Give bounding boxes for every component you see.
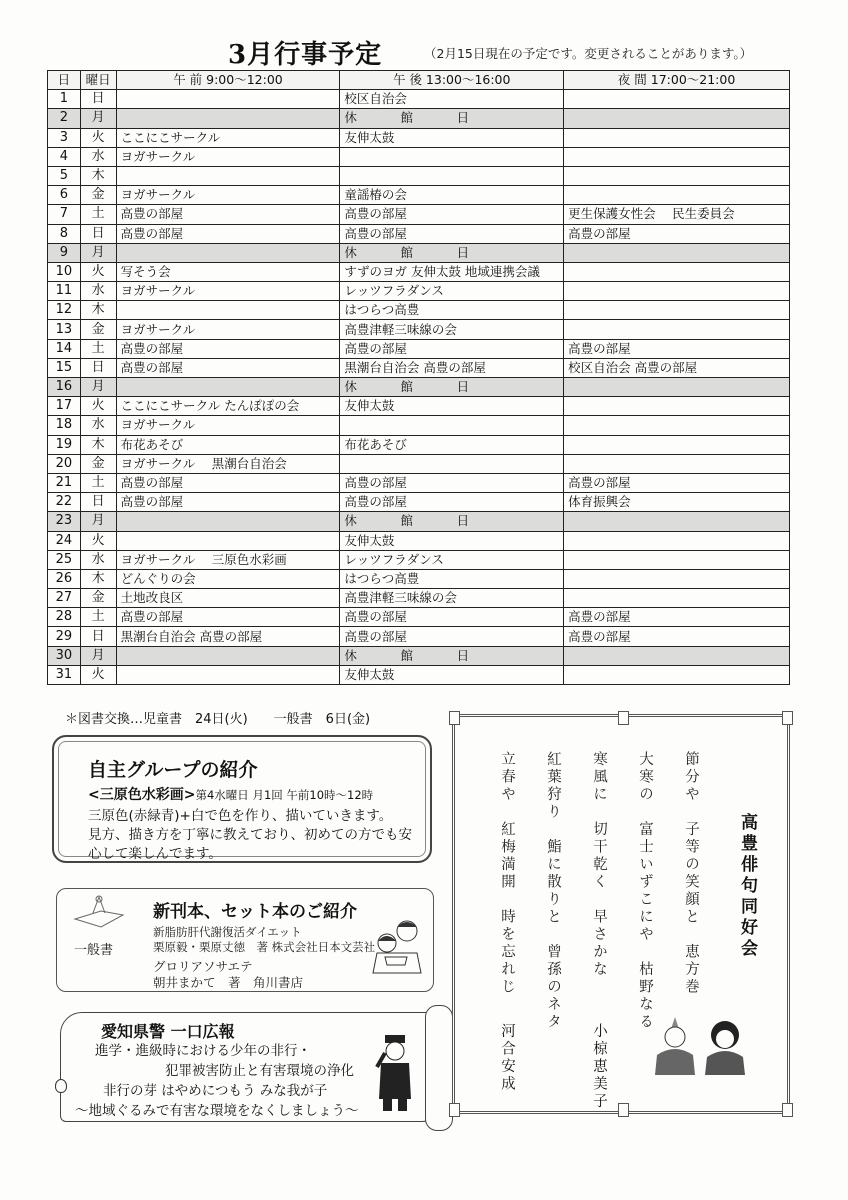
weekday-cell: 木 [80, 569, 116, 588]
afternoon-cell: 高豊の部屋 [340, 627, 564, 646]
haiku-author: 小椋恵美子 [591, 1023, 607, 1111]
morning-cell: ヨガサークル [116, 282, 340, 301]
schedule-row [48, 205, 790, 224]
schedule-table [47, 70, 790, 685]
morning-cell: 高豊の部屋 [116, 224, 340, 243]
evening-cell: 更生保護女性会 民生委員会 [564, 205, 790, 224]
group-intro-line: 心して楽しんでます。 [88, 846, 222, 862]
evening-cell: 高豊の部屋 [564, 608, 790, 627]
morning-cell [116, 378, 340, 397]
evening-cell [564, 416, 790, 435]
children-reading-icon [367, 917, 427, 977]
closed-day-char: 休 [344, 513, 357, 529]
evening-cell: 高豊の部屋 [564, 339, 790, 358]
day-cell: 22 [48, 493, 81, 512]
closed-day-char: 館 [400, 647, 413, 663]
frame-corner [449, 711, 460, 725]
schedule-row-closed [48, 243, 790, 262]
afternoon-cell [340, 166, 564, 185]
haiku-author: 河合安成 [499, 1023, 515, 1093]
evening-cell: 体育振興会 [564, 493, 790, 512]
closed-day-char: 休 [344, 379, 357, 395]
schedule-row [48, 90, 790, 109]
day-cell: 5 [48, 166, 81, 185]
closed-day-label [344, 378, 559, 396]
schedule-row [48, 454, 790, 473]
morning-cell [116, 531, 340, 550]
day-cell: 28 [48, 608, 81, 627]
weekday-cell: 月 [80, 646, 116, 665]
day-cell: 8 [48, 224, 81, 243]
evening-cell [564, 646, 790, 665]
weekday-cell: 月 [80, 512, 116, 531]
morning-cell: 高豊の部屋 [116, 493, 340, 512]
closed-day-char: 休 [344, 244, 357, 260]
group-schedule: 第4水曜日 月1回 午前10時～12時 [195, 788, 374, 802]
day-cell: 18 [48, 416, 81, 435]
schedule-row [48, 473, 790, 492]
group-intro-line: 見方、描き方を丁寧に教えており、初めての方でも安 [88, 827, 412, 843]
acorn-icon [55, 1079, 67, 1093]
schedule-row-closed [48, 512, 790, 531]
day-cell: 27 [48, 589, 81, 608]
morning-cell: 高豊の部屋 [116, 358, 340, 377]
afternoon-cell [340, 109, 564, 128]
weekday-cell: 木 [80, 166, 116, 185]
day-cell: 21 [48, 473, 81, 492]
day-cell: 24 [48, 531, 81, 550]
evening-cell [564, 147, 790, 166]
weekday-cell: 水 [80, 550, 116, 569]
weekday-cell: 火 [80, 665, 116, 684]
morning-cell: ヨガサークル [116, 147, 340, 166]
frame-corner [782, 711, 793, 725]
weekday-cell: 金 [80, 589, 116, 608]
afternoon-cell: 高豊の部屋 [340, 339, 564, 358]
day-cell: 20 [48, 454, 81, 473]
morning-cell: 土地改良区 [116, 589, 340, 608]
schedule-row [48, 665, 790, 684]
schedule-row [48, 224, 790, 243]
evening-cell [564, 320, 790, 339]
afternoon-cell: 校区自治会 [340, 90, 564, 109]
police-line: ～地域ぐるみで有害な環境をなくしましょう～ [75, 1103, 359, 1119]
morning-cell [116, 512, 340, 531]
evening-cell [564, 589, 790, 608]
afternoon-cell [340, 416, 564, 435]
closed-day-char: 日 [456, 647, 470, 663]
morning-cell [116, 243, 340, 262]
weekday-cell: 火 [80, 262, 116, 281]
afternoon-cell: 高豊津軽三味線の会 [340, 320, 564, 339]
schedule-row [48, 128, 790, 147]
schedule-row [48, 589, 790, 608]
schedule-row [48, 627, 790, 646]
day-cell: 9 [48, 243, 81, 262]
day-cell: 4 [48, 147, 81, 166]
afternoon-cell: 友伸太鼓 [340, 128, 564, 147]
closed-day-label [344, 244, 559, 262]
page-subtitle: （2月15日現在の予定です。変更されることがあります。） [424, 46, 753, 61]
header-weekday: 曜日 [80, 71, 116, 90]
morning-cell: ヨガサークル 三原色水彩画 [116, 550, 340, 569]
weekday-cell: 火 [80, 531, 116, 550]
weekday-cell: 土 [80, 608, 116, 627]
morning-cell: ヨガサークル 黒潮台自治会 [116, 454, 340, 473]
hina-dolls-icon [651, 1015, 755, 1081]
closed-day-char: 館 [400, 513, 413, 529]
evening-cell [564, 186, 790, 205]
frame-corner [618, 711, 629, 725]
new-books-title: 新刊本、セット本のご紹介 [153, 902, 357, 922]
schedule-row [48, 531, 790, 550]
schedule-row [48, 320, 790, 339]
schedule-row [48, 282, 790, 301]
schedule-row [48, 301, 790, 320]
schedule-row [48, 550, 790, 569]
afternoon-cell: 高豊の部屋 [340, 205, 564, 224]
afternoon-cell: 童謡椿の会 [340, 186, 564, 205]
police-notice-box [60, 1012, 440, 1122]
morning-cell: ヨガサークル [116, 186, 340, 205]
morning-cell [116, 109, 340, 128]
morning-cell: 高豊の部屋 [116, 608, 340, 627]
police-line: 犯罪被害防止と有害環境の浄化 [165, 1063, 354, 1079]
afternoon-cell: 高豊の部屋 [340, 224, 564, 243]
schedule-row [48, 569, 790, 588]
header-day: 日 [48, 71, 81, 90]
frame-corner [449, 1103, 460, 1117]
day-cell: 29 [48, 627, 81, 646]
evening-cell [564, 301, 790, 320]
morning-cell: 写そう会 [116, 262, 340, 281]
book-author: 朝井まかて 著 角川書店 [153, 975, 304, 990]
weekday-cell: 水 [80, 282, 116, 301]
schedule-row-closed [48, 378, 790, 397]
day-cell: 15 [48, 358, 81, 377]
closed-day-char: 日 [456, 244, 470, 260]
morning-cell: 高豊の部屋 [116, 205, 340, 224]
afternoon-cell [340, 646, 564, 665]
closed-day-label [344, 109, 559, 127]
weekday-cell: 金 [80, 320, 116, 339]
morning-cell [116, 166, 340, 185]
afternoon-cell: はつらつ高豊 [340, 301, 564, 320]
group-name: <三原色水彩画> [88, 787, 196, 803]
weekday-cell: 金 [80, 186, 116, 205]
header-afternoon: 午 後 13:00～16:00 [340, 71, 564, 90]
evening-cell [564, 378, 790, 397]
day-cell: 25 [48, 550, 81, 569]
haiku-poem: 節分や 子等の笑顔と 恵方巻 [683, 751, 699, 996]
evening-cell [564, 512, 790, 531]
day-cell: 13 [48, 320, 81, 339]
schedule-row [48, 262, 790, 281]
afternoon-cell: 布花あそび [340, 435, 564, 454]
schedule-row [48, 493, 790, 512]
day-cell: 19 [48, 435, 81, 454]
morning-cell [116, 301, 340, 320]
weekday-cell: 日 [80, 90, 116, 109]
morning-cell: ヨガサークル [116, 416, 340, 435]
weekday-cell: 日 [80, 224, 116, 243]
day-cell: 1 [48, 90, 81, 109]
weekday-cell: 月 [80, 243, 116, 262]
afternoon-cell: 友伸太鼓 [340, 665, 564, 684]
closed-day-char: 日 [456, 379, 470, 395]
book-category: 一般書 [74, 943, 114, 958]
weekday-cell: 金 [80, 454, 116, 473]
day-cell: 26 [48, 569, 81, 588]
group-intro-line: 三原色(赤緑青)+白で色を作り、描いていきます。 [88, 808, 393, 824]
schedule-row [48, 358, 790, 377]
morning-cell: ここにこサークル たんぽぽの会 [116, 397, 340, 416]
closed-day-char: 休 [344, 647, 357, 663]
weekday-cell: 土 [80, 205, 116, 224]
day-cell: 2 [48, 109, 81, 128]
book-title: グロリアソサエテ [153, 959, 253, 974]
afternoon-cell: 高豊の部屋 [340, 608, 564, 627]
closed-day-label [344, 512, 559, 530]
closed-day-char: 館 [400, 379, 413, 395]
morning-cell [116, 665, 340, 684]
closed-day-char: 日 [456, 110, 470, 126]
police-line: 非行の芽 はやめにつもう みな我が子 [103, 1083, 328, 1099]
day-cell: 12 [48, 301, 81, 320]
evening-cell [564, 550, 790, 569]
schedule-row [48, 166, 790, 185]
afternoon-cell [340, 512, 564, 531]
day-cell: 10 [48, 262, 81, 281]
weekday-cell: 火 [80, 128, 116, 147]
haiku-poem: 立春や 紅梅満開 時を忘れじ [499, 751, 515, 996]
haiku-poem: 大寒の 富士いずこにや 枯野なる [637, 751, 653, 1031]
weekday-cell: 日 [80, 358, 116, 377]
weekday-cell: 日 [80, 493, 116, 512]
morning-cell: ここにこサークル [116, 128, 340, 147]
schedule-row [48, 186, 790, 205]
afternoon-cell [340, 378, 564, 397]
evening-cell [564, 109, 790, 128]
evening-cell [564, 166, 790, 185]
closed-day-char: 休 [344, 110, 357, 126]
morning-cell: どんぐりの会 [116, 569, 340, 588]
afternoon-cell: レッツフラダンス [340, 550, 564, 569]
header-evening: 夜 間 17:00～21:00 [564, 71, 790, 90]
evening-cell [564, 665, 790, 684]
closed-day-char: 日 [456, 513, 470, 529]
weekday-cell: 月 [80, 109, 116, 128]
group-intro-header [88, 784, 373, 804]
day-cell: 6 [48, 186, 81, 205]
group-intro-title: 自主グループの紹介 [88, 759, 258, 781]
evening-cell [564, 454, 790, 473]
afternoon-cell: 高豊の部屋 [340, 473, 564, 492]
closed-day-char: 館 [400, 244, 413, 260]
page-title: 3月行事予定 [228, 40, 383, 70]
weekday-cell: 土 [80, 339, 116, 358]
schedule-header-row [48, 71, 790, 90]
group-intro-box [52, 735, 432, 863]
police-notice-title: 愛知県警 一口広報 [101, 1022, 235, 1041]
afternoon-cell [340, 243, 564, 262]
morning-cell: 布花あそび [116, 435, 340, 454]
header-morning: 午 前 9:00～12:00 [116, 71, 340, 90]
evening-cell [564, 531, 790, 550]
schedule-row-closed [48, 646, 790, 665]
evening-cell [564, 282, 790, 301]
day-cell: 11 [48, 282, 81, 301]
weekday-cell: 日 [80, 627, 116, 646]
weekday-cell: 水 [80, 416, 116, 435]
morning-cell [116, 90, 340, 109]
morning-cell: 高豊の部屋 [116, 473, 340, 492]
frame-corner [618, 1103, 629, 1117]
closed-day-label [344, 647, 559, 665]
weekday-cell: 月 [80, 378, 116, 397]
morning-cell [116, 646, 340, 665]
day-cell: 30 [48, 646, 81, 665]
closed-day-char: 館 [400, 110, 413, 126]
afternoon-cell: 高豊津軽三味線の会 [340, 589, 564, 608]
day-cell: 14 [48, 339, 81, 358]
haiku-poem: 紅葉狩り 鮨に散りと 曾孫のネタ [545, 751, 561, 1031]
evening-cell [564, 397, 790, 416]
haiku-club-title: 高豊俳句同好会 [737, 813, 757, 960]
morning-cell: 高豊の部屋 [116, 339, 340, 358]
schedule-row [48, 147, 790, 166]
afternoon-cell: すずのヨガ 友伸太鼓 地域連携会議 [340, 262, 564, 281]
evening-cell [564, 243, 790, 262]
day-cell: 17 [48, 397, 81, 416]
evening-cell [564, 128, 790, 147]
weekday-cell: 木 [80, 301, 116, 320]
evening-cell: 高豊の部屋 [564, 224, 790, 243]
police-line: 進学・進級時における少年の非行・ [95, 1043, 311, 1059]
new-books-box [56, 888, 434, 992]
afternoon-cell [340, 147, 564, 166]
schedule-row [48, 416, 790, 435]
afternoon-cell [340, 454, 564, 473]
afternoon-cell: 黒潮台自治会 高豊の部屋 [340, 358, 564, 377]
schedule-row [48, 397, 790, 416]
evening-cell [564, 262, 790, 281]
evening-cell: 高豊の部屋 [564, 627, 790, 646]
weekday-cell: 火 [80, 397, 116, 416]
morning-cell: 黒潮台自治会 高豊の部屋 [116, 627, 340, 646]
weekday-cell: 水 [80, 147, 116, 166]
day-cell: 16 [48, 378, 81, 397]
frame-corner [782, 1103, 793, 1117]
afternoon-cell: 友伸太鼓 [340, 531, 564, 550]
afternoon-cell: 友伸太鼓 [340, 397, 564, 416]
afternoon-cell: レッツフラダンス [340, 282, 564, 301]
weekday-cell: 木 [80, 435, 116, 454]
book-title: 新脂肪肝代謝復活ダイエット [153, 925, 302, 939]
schedule-row [48, 339, 790, 358]
evening-cell [564, 569, 790, 588]
evening-cell [564, 435, 790, 454]
evening-cell: 高豊の部屋 [564, 473, 790, 492]
book-author: 栗原毅・栗原丈徳 著 株式会社日本文芸社 [153, 940, 376, 954]
day-cell: 3 [48, 128, 81, 147]
afternoon-cell: はつらつ高豊 [340, 569, 564, 588]
boat-illustration-icon [71, 893, 127, 929]
evening-cell [564, 90, 790, 109]
day-cell: 31 [48, 665, 81, 684]
schedule-row [48, 435, 790, 454]
schedule-row-closed [48, 109, 790, 128]
afternoon-cell: 高豊の部屋 [340, 493, 564, 512]
weekday-cell: 土 [80, 473, 116, 492]
evening-cell: 校区自治会 高豊の部屋 [564, 358, 790, 377]
day-cell: 23 [48, 512, 81, 531]
haiku-club-box [452, 714, 790, 1114]
library-exchange-note: ＊図書交換…児童書 24日(火) 一般書 6日(金) [65, 712, 371, 727]
police-officer-icon [375, 1033, 415, 1113]
morning-cell: ヨガサークル [116, 320, 340, 339]
day-cell: 7 [48, 205, 81, 224]
haiku-poem: 寒風に 切干乾く 早さかな [591, 751, 607, 979]
schedule-row [48, 608, 790, 627]
